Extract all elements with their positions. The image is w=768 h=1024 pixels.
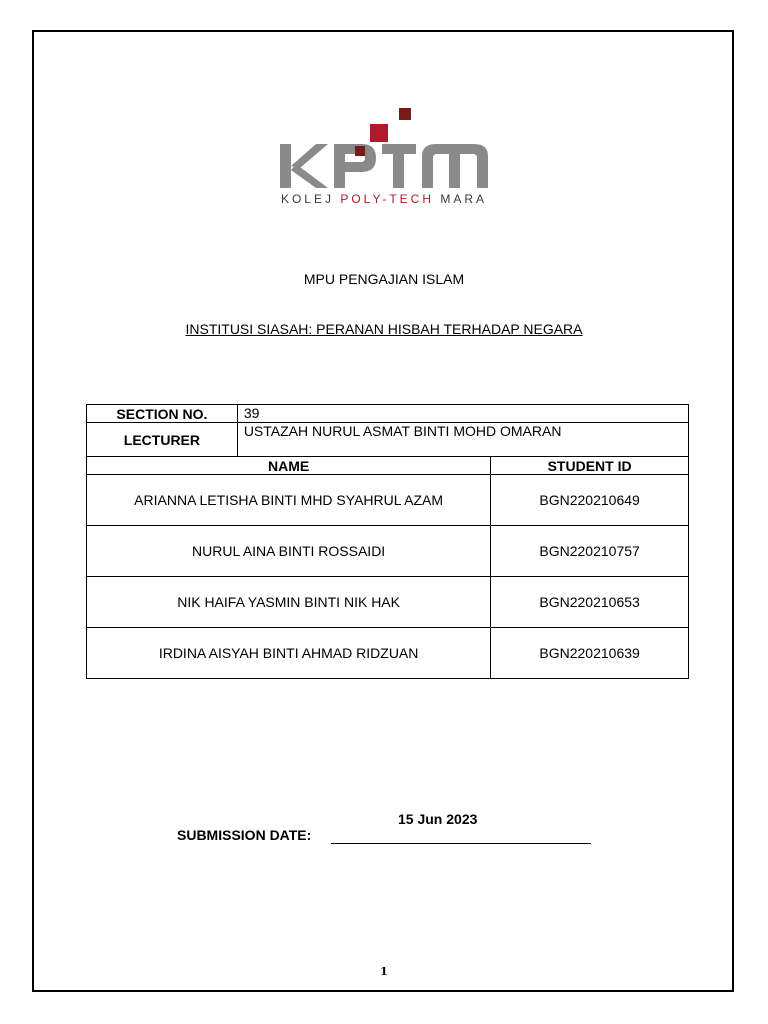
logo-tagline: KOLEJ POLY-TECH MARA — [280, 192, 488, 206]
student-name: ARIANNA LETISHA BINTI MHD SYAHRUL AZAM — [87, 475, 491, 526]
student-id: BGN220210653 — [491, 577, 689, 628]
student-id: BGN220210639 — [491, 628, 689, 679]
lecturer-row — [87, 423, 689, 457]
page-number: 1 — [380, 965, 388, 978]
student-name: NIK HAIFA YASMIN BINTI NIK HAK — [87, 577, 491, 628]
lecturer-label: LECTURER — [87, 423, 238, 457]
student-id: BGN220210757 — [491, 526, 689, 577]
course-title: MPU PENGAJIAN ISLAM — [303, 271, 465, 287]
student-name: NURUL AINA BINTI ROSSAIDI — [87, 526, 491, 577]
table-row — [87, 475, 689, 526]
table-row — [87, 628, 689, 679]
student-id-header: STUDENT ID — [491, 457, 689, 475]
section-value: 39 — [237, 405, 688, 423]
table-row — [87, 577, 689, 628]
name-header: NAME — [87, 457, 491, 475]
topic-title: INSTITUSI SIASAH: PERANAN HISBAH TERHADAP NEGARA — [185, 321, 583, 337]
section-row — [87, 405, 689, 423]
student-id: BGN220210649 — [491, 475, 689, 526]
table-row — [87, 526, 689, 577]
info-table — [86, 404, 689, 679]
submission-date-line — [331, 843, 591, 844]
submission-date-value: 15 Jun 2023 — [398, 811, 478, 827]
section-label: SECTION NO. — [87, 405, 238, 423]
table-header-row — [87, 457, 689, 475]
lecturer-value: USTAZAH NURUL ASMAT BINTI MOHD OMARAN — [237, 423, 688, 457]
submission-date-label: SUBMISSION DATE: — [177, 827, 312, 843]
kptm-logo — [276, 104, 492, 212]
kptm-logo-mark — [276, 104, 492, 190]
student-name: IRDINA AISYAH BINTI AHMAD RIDZUAN — [87, 628, 491, 679]
